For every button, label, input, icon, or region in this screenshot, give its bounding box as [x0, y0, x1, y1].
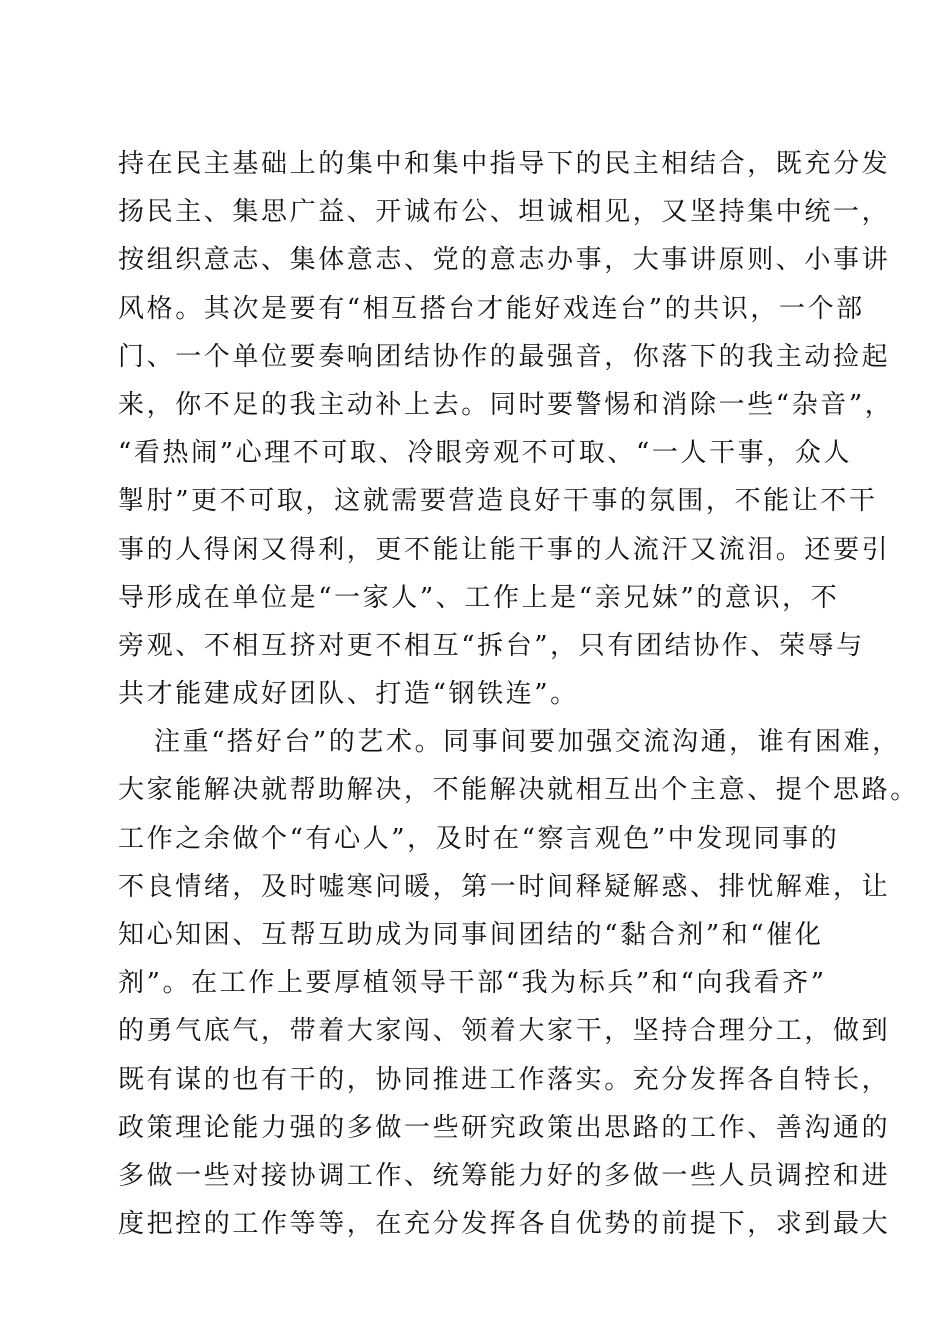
text-line: 政策理论能力强的多做一些研究政策出思路的工作、善沟通的 [118, 1112, 891, 1143]
text-line: 掣肘”更不可取，这就需要营造良好干事的氛围，不能让不干 [118, 486, 878, 517]
text-line: 门、一个单位要奏响团结协作的最强音，你落下的我主动捡起 [118, 341, 891, 372]
text-line: 大家能解决就帮助解决，不能解决就相互出个主意、提个思路。 [118, 775, 919, 806]
text-line: 扬民主、集思广益、开诚布公、坦诚相见，又坚持集中统一， [118, 197, 891, 228]
paragraph-start-line: 注重“搭好台”的艺术。同事间要加强交流沟通，谁有困难， [154, 727, 901, 758]
text-line: 持在民主基础上的集中和集中指导下的民主相结合，既充分发 [118, 149, 891, 179]
text-line: 不良情绪，及时嘘寒问暖，第一时间释疑解惑、排忧解难，让 [118, 871, 891, 902]
document-body [118, 140, 919, 1248]
text-line: 来，你不足的我主动补上去。同时要警惕和消除一些“杂音”， [118, 389, 894, 420]
text-line: 风格。其次是要有“相互搭台才能好戏连台”的共识，一个部 [118, 293, 865, 324]
text-line: 知心知困、互帮互助成为同事间团结的“黏合剂”和“催化 [118, 920, 824, 950]
text-line: 多做一些对接协调工作、统筹能力好的多做一些人员调控和进 [118, 1160, 891, 1191]
text-line: 剂”。在工作上要厚植领导干部“我为标兵”和“向我看齐” [118, 968, 827, 999]
text-line: 的勇气底气，带着大家闯、领着大家干，坚持合理分工，做到 [118, 1016, 891, 1047]
text-line: 事的人得闲又得利，更不能让能干事的人流汗又流泪。还要引 [118, 534, 891, 565]
text-line: “看热闹”心理不可取、冷眼旁观不可取、“一人干事，众人 [118, 438, 853, 469]
text-line: 导形成在单位是“一家人”、工作上是“亲兄妹”的意识，不 [118, 582, 840, 613]
text-line: 度把控的工作等等，在充分发挥各自优势的前提下，求到最大 [118, 1209, 891, 1240]
text-line: 工作之余做个“有心人”，及时在“察言观色”中发现同事的 [118, 823, 840, 854]
text-line: 既有谋的也有干的，协同推进工作落实。充分发挥各自特长， [118, 1064, 891, 1095]
text-line: 共才能建成好团队、打造“钢铁连”。 [118, 679, 579, 710]
text-line: 旁观、不相互挤对更不相互“拆台”，只有团结协作、荣辱与 [118, 630, 865, 661]
text-line: 按组织意志、集体意志、党的意志办事，大事讲原则、小事讲 [118, 245, 891, 276]
